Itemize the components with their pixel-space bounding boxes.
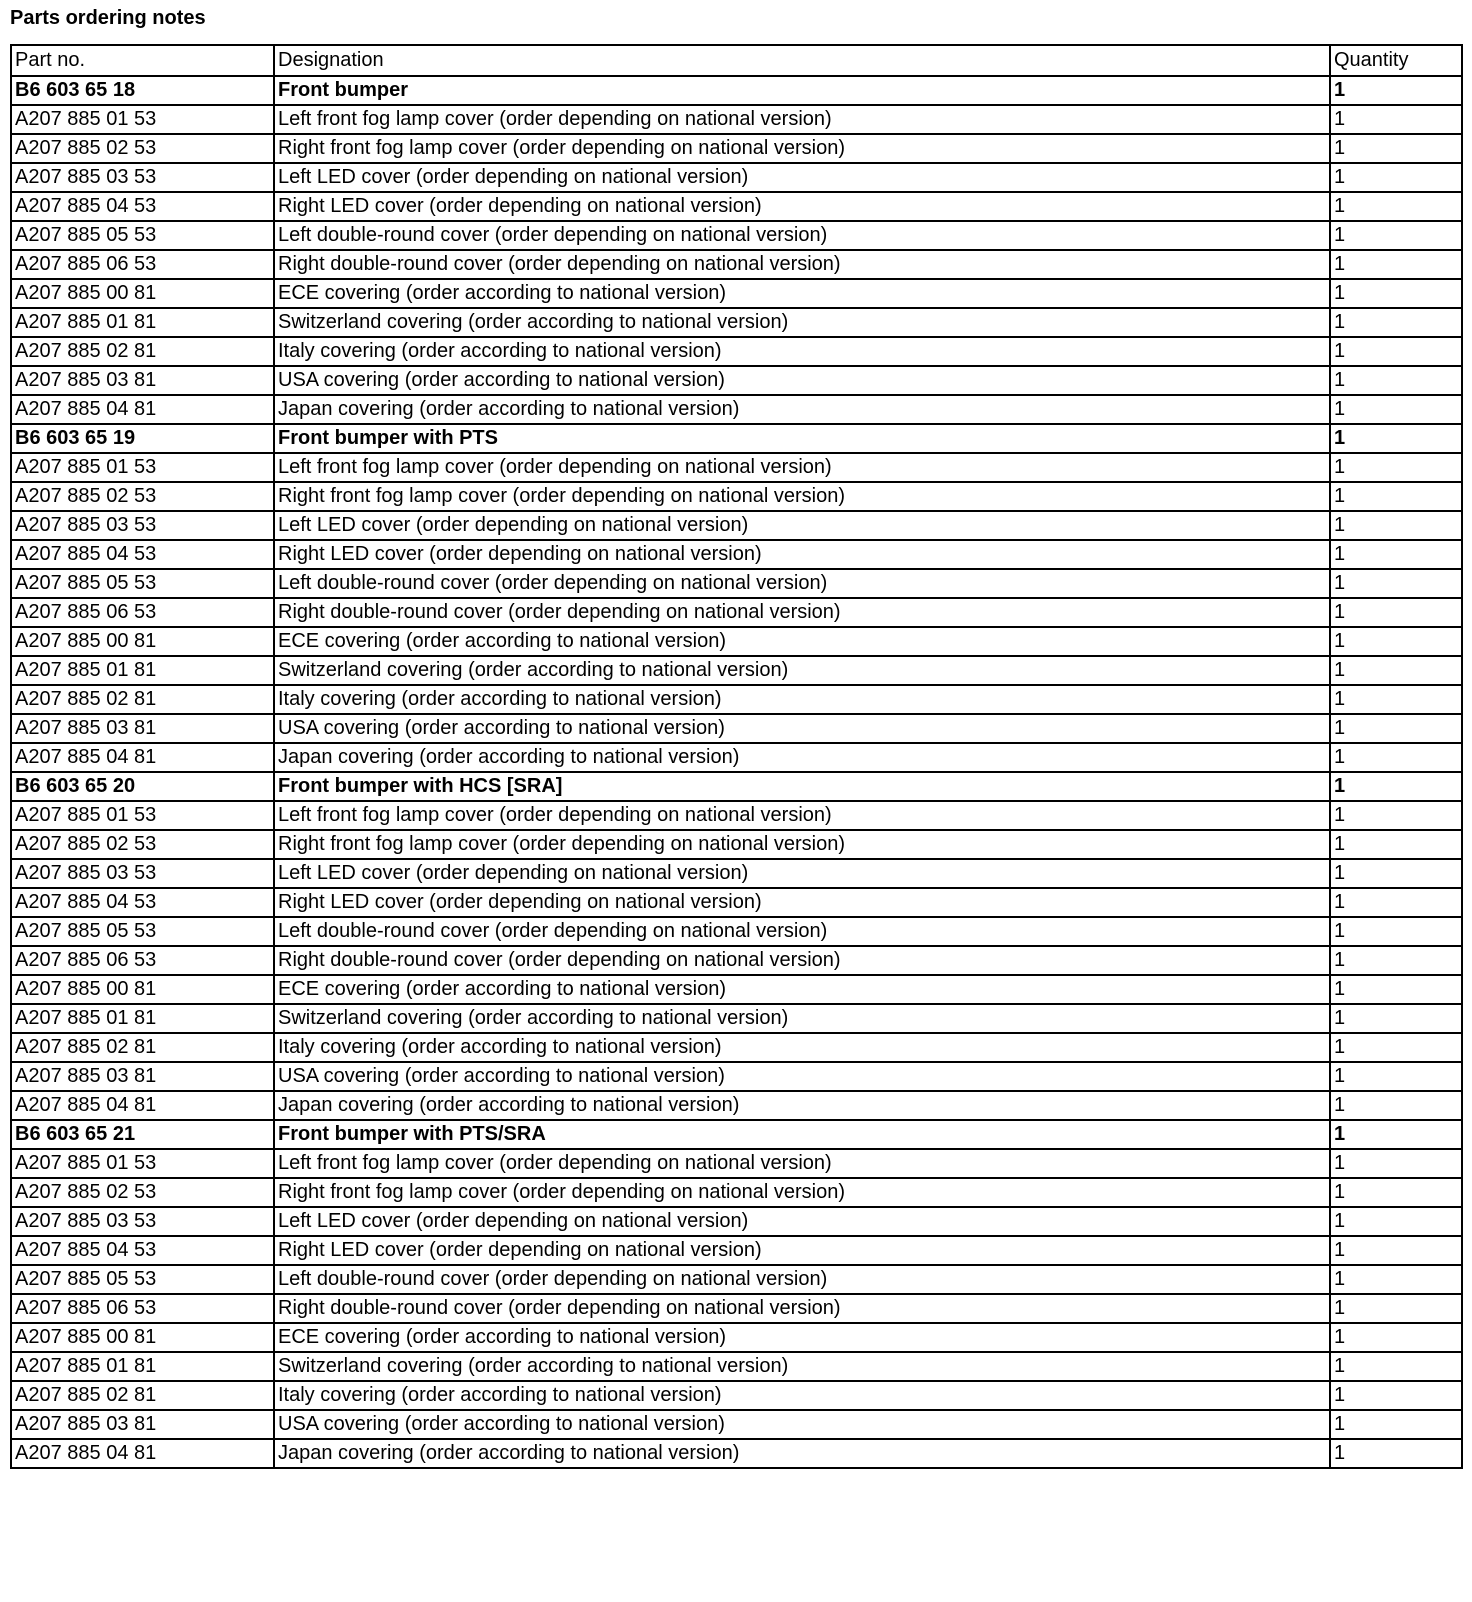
table-row bbox=[11, 1062, 1462, 1091]
designation-cell: Front bumper bbox=[274, 76, 1330, 105]
table-row bbox=[11, 1381, 1462, 1410]
designation-cell: Switzerland covering (order according to national version) bbox=[274, 1352, 1330, 1381]
quantity-cell: 1 bbox=[1330, 192, 1462, 221]
part-number-cell: A207 885 04 81 bbox=[11, 743, 274, 772]
quantity-cell: 1 bbox=[1330, 1149, 1462, 1178]
table-row bbox=[11, 192, 1462, 221]
quantity-cell: 1 bbox=[1330, 1207, 1462, 1236]
designation-cell: Left LED cover (order depending on national version) bbox=[274, 163, 1330, 192]
table-row bbox=[11, 917, 1462, 946]
part-number-cell: A207 885 03 53 bbox=[11, 859, 274, 888]
quantity-cell: 1 bbox=[1330, 134, 1462, 163]
designation-cell: Right double-round cover (order depending on national version) bbox=[274, 598, 1330, 627]
column-header-part-no: Part no. bbox=[11, 45, 274, 76]
table-group-row bbox=[11, 772, 1462, 801]
table-row bbox=[11, 1352, 1462, 1381]
table-row bbox=[11, 337, 1462, 366]
table-row bbox=[11, 1207, 1462, 1236]
designation-cell: Japan covering (order according to national version) bbox=[274, 743, 1330, 772]
quantity-cell: 1 bbox=[1330, 714, 1462, 743]
part-number-cell: A207 885 05 53 bbox=[11, 221, 274, 250]
part-number-cell: B6 603 65 18 bbox=[11, 76, 274, 105]
quantity-cell: 1 bbox=[1330, 1323, 1462, 1352]
quantity-cell: 1 bbox=[1330, 946, 1462, 975]
part-number-cell: A207 885 01 53 bbox=[11, 105, 274, 134]
table-row bbox=[11, 134, 1462, 163]
part-number-cell: A207 885 04 53 bbox=[11, 1236, 274, 1265]
quantity-cell: 1 bbox=[1330, 424, 1462, 453]
table-row bbox=[11, 279, 1462, 308]
quantity-cell: 1 bbox=[1330, 279, 1462, 308]
designation-cell: Right front fog lamp cover (order depending on national version) bbox=[274, 830, 1330, 859]
quantity-cell: 1 bbox=[1330, 685, 1462, 714]
part-number-cell: A207 885 01 81 bbox=[11, 656, 274, 685]
designation-cell: Italy covering (order according to national version) bbox=[274, 685, 1330, 714]
designation-cell: Left LED cover (order depending on national version) bbox=[274, 511, 1330, 540]
designation-cell: Left LED cover (order depending on national version) bbox=[274, 1207, 1330, 1236]
quantity-cell: 1 bbox=[1330, 656, 1462, 685]
designation-cell: Right double-round cover (order depending on national version) bbox=[274, 250, 1330, 279]
table-header-row bbox=[11, 45, 1462, 76]
part-number-cell: A207 885 06 53 bbox=[11, 946, 274, 975]
part-number-cell: A207 885 01 81 bbox=[11, 308, 274, 337]
table-group-row bbox=[11, 1120, 1462, 1149]
designation-cell: Front bumper with HCS [SRA] bbox=[274, 772, 1330, 801]
designation-cell: ECE covering (order according to national version) bbox=[274, 1323, 1330, 1352]
quantity-cell: 1 bbox=[1330, 337, 1462, 366]
designation-cell: Right double-round cover (order depending on national version) bbox=[274, 946, 1330, 975]
table-row bbox=[11, 1091, 1462, 1120]
table-row bbox=[11, 221, 1462, 250]
quantity-cell: 1 bbox=[1330, 308, 1462, 337]
quantity-cell: 1 bbox=[1330, 830, 1462, 859]
quantity-cell: 1 bbox=[1330, 366, 1462, 395]
designation-cell: Right LED cover (order depending on national version) bbox=[274, 888, 1330, 917]
part-number-cell: A207 885 01 53 bbox=[11, 453, 274, 482]
quantity-cell: 1 bbox=[1330, 598, 1462, 627]
table-row bbox=[11, 946, 1462, 975]
quantity-cell: 1 bbox=[1330, 1439, 1462, 1468]
quantity-cell: 1 bbox=[1330, 482, 1462, 511]
designation-cell: Right front fog lamp cover (order depending on national version) bbox=[274, 482, 1330, 511]
quantity-cell: 1 bbox=[1330, 76, 1462, 105]
quantity-cell: 1 bbox=[1330, 250, 1462, 279]
quantity-cell: 1 bbox=[1330, 917, 1462, 946]
designation-cell: Left double-round cover (order depending on national version) bbox=[274, 1265, 1330, 1294]
table-row bbox=[11, 627, 1462, 656]
table-row bbox=[11, 801, 1462, 830]
quantity-cell: 1 bbox=[1330, 1120, 1462, 1149]
designation-cell: Left front fog lamp cover (order depending on national version) bbox=[274, 1149, 1330, 1178]
parts-table bbox=[10, 44, 1463, 1469]
part-number-cell: A207 885 00 81 bbox=[11, 975, 274, 1004]
part-number-cell: A207 885 04 81 bbox=[11, 1091, 274, 1120]
part-number-cell: A207 885 01 81 bbox=[11, 1352, 274, 1381]
table-row bbox=[11, 250, 1462, 279]
table-row bbox=[11, 743, 1462, 772]
quantity-cell: 1 bbox=[1330, 1004, 1462, 1033]
part-number-cell: A207 885 04 53 bbox=[11, 540, 274, 569]
designation-cell: Left double-round cover (order depending on national version) bbox=[274, 221, 1330, 250]
designation-cell: Front bumper with PTS/SRA bbox=[274, 1120, 1330, 1149]
part-number-cell: A207 885 03 81 bbox=[11, 1062, 274, 1091]
quantity-cell: 1 bbox=[1330, 1178, 1462, 1207]
designation-cell: USA covering (order according to national version) bbox=[274, 1410, 1330, 1439]
designation-cell: Japan covering (order according to national version) bbox=[274, 1091, 1330, 1120]
part-number-cell: A207 885 02 53 bbox=[11, 830, 274, 859]
quantity-cell: 1 bbox=[1330, 627, 1462, 656]
quantity-cell: 1 bbox=[1330, 1294, 1462, 1323]
table-row bbox=[11, 395, 1462, 424]
table-row bbox=[11, 1294, 1462, 1323]
table-row bbox=[11, 1323, 1462, 1352]
table-row bbox=[11, 482, 1462, 511]
part-number-cell: A207 885 02 53 bbox=[11, 1178, 274, 1207]
designation-cell: Right LED cover (order depending on national version) bbox=[274, 192, 1330, 221]
quantity-cell: 1 bbox=[1330, 1352, 1462, 1381]
table-row bbox=[11, 1033, 1462, 1062]
part-number-cell: A207 885 04 53 bbox=[11, 192, 274, 221]
designation-cell: Left LED cover (order depending on national version) bbox=[274, 859, 1330, 888]
designation-cell: ECE covering (order according to national version) bbox=[274, 975, 1330, 1004]
quantity-cell: 1 bbox=[1330, 105, 1462, 134]
part-number-cell: A207 885 03 81 bbox=[11, 714, 274, 743]
part-number-cell: A207 885 02 81 bbox=[11, 685, 274, 714]
designation-cell: USA covering (order according to national version) bbox=[274, 366, 1330, 395]
designation-cell: Italy covering (order according to national version) bbox=[274, 1033, 1330, 1062]
table-group-row bbox=[11, 76, 1462, 105]
table-row bbox=[11, 453, 1462, 482]
quantity-cell: 1 bbox=[1330, 1265, 1462, 1294]
quantity-cell: 1 bbox=[1330, 1410, 1462, 1439]
designation-cell: ECE covering (order according to national version) bbox=[274, 627, 1330, 656]
designation-cell: Switzerland covering (order according to national version) bbox=[274, 1004, 1330, 1033]
table-row bbox=[11, 163, 1462, 192]
table-row bbox=[11, 685, 1462, 714]
table-row bbox=[11, 540, 1462, 569]
designation-cell: Left double-round cover (order depending on national version) bbox=[274, 569, 1330, 598]
table-group-row bbox=[11, 424, 1462, 453]
designation-cell: Right front fog lamp cover (order depending on national version) bbox=[274, 1178, 1330, 1207]
part-number-cell: A207 885 01 81 bbox=[11, 1004, 274, 1033]
table-row bbox=[11, 1410, 1462, 1439]
part-number-cell: A207 885 01 53 bbox=[11, 801, 274, 830]
designation-cell: Right front fog lamp cover (order depending on national version) bbox=[274, 134, 1330, 163]
part-number-cell: A207 885 03 81 bbox=[11, 366, 274, 395]
page-title: Parts ordering notes bbox=[10, 7, 206, 29]
table-row bbox=[11, 1236, 1462, 1265]
table-row bbox=[11, 569, 1462, 598]
table-row bbox=[11, 1265, 1462, 1294]
table-row bbox=[11, 1178, 1462, 1207]
designation-cell: Switzerland covering (order according to national version) bbox=[274, 308, 1330, 337]
part-number-cell: A207 885 01 53 bbox=[11, 1149, 274, 1178]
table-row bbox=[11, 830, 1462, 859]
quantity-cell: 1 bbox=[1330, 975, 1462, 1004]
part-number-cell: A207 885 06 53 bbox=[11, 1294, 274, 1323]
part-number-cell: A207 885 02 81 bbox=[11, 337, 274, 366]
designation-cell: Italy covering (order according to national version) bbox=[274, 337, 1330, 366]
designation-cell: Left double-round cover (order depending on national version) bbox=[274, 917, 1330, 946]
column-header-quantity: Quantity bbox=[1330, 45, 1462, 76]
quantity-cell: 1 bbox=[1330, 163, 1462, 192]
designation-cell: Italy covering (order according to national version) bbox=[274, 1381, 1330, 1410]
part-number-cell: B6 603 65 19 bbox=[11, 424, 274, 453]
quantity-cell: 1 bbox=[1330, 1236, 1462, 1265]
table-row bbox=[11, 888, 1462, 917]
designation-cell: Left front fog lamp cover (order depending on national version) bbox=[274, 453, 1330, 482]
quantity-cell: 1 bbox=[1330, 888, 1462, 917]
quantity-cell: 1 bbox=[1330, 1381, 1462, 1410]
part-number-cell: A207 885 05 53 bbox=[11, 569, 274, 598]
part-number-cell: A207 885 02 81 bbox=[11, 1381, 274, 1410]
table-body bbox=[11, 76, 1462, 1468]
table-row bbox=[11, 859, 1462, 888]
table-row bbox=[11, 511, 1462, 540]
part-number-cell: A207 885 00 81 bbox=[11, 627, 274, 656]
part-number-cell: A207 885 03 53 bbox=[11, 1207, 274, 1236]
part-number-cell: A207 885 03 53 bbox=[11, 163, 274, 192]
designation-cell: Right double-round cover (order depending on national version) bbox=[274, 1294, 1330, 1323]
part-number-cell: B6 603 65 20 bbox=[11, 772, 274, 801]
part-number-cell: A207 885 00 81 bbox=[11, 1323, 274, 1352]
part-number-cell: A207 885 04 81 bbox=[11, 1439, 274, 1468]
part-number-cell: A207 885 04 53 bbox=[11, 888, 274, 917]
part-number-cell: A207 885 05 53 bbox=[11, 1265, 274, 1294]
table-row bbox=[11, 1149, 1462, 1178]
designation-cell: Japan covering (order according to national version) bbox=[274, 395, 1330, 424]
table-row bbox=[11, 975, 1462, 1004]
quantity-cell: 1 bbox=[1330, 859, 1462, 888]
designation-cell: Right LED cover (order depending on national version) bbox=[274, 1236, 1330, 1265]
quantity-cell: 1 bbox=[1330, 453, 1462, 482]
part-number-cell: A207 885 00 81 bbox=[11, 279, 274, 308]
quantity-cell: 1 bbox=[1330, 772, 1462, 801]
table-row bbox=[11, 366, 1462, 395]
table-row bbox=[11, 656, 1462, 685]
quantity-cell: 1 bbox=[1330, 395, 1462, 424]
table-row bbox=[11, 1439, 1462, 1468]
quantity-cell: 1 bbox=[1330, 801, 1462, 830]
designation-cell: USA covering (order according to national version) bbox=[274, 1062, 1330, 1091]
quantity-cell: 1 bbox=[1330, 221, 1462, 250]
quantity-cell: 1 bbox=[1330, 743, 1462, 772]
table-row bbox=[11, 714, 1462, 743]
part-number-cell: A207 885 02 53 bbox=[11, 482, 274, 511]
quantity-cell: 1 bbox=[1330, 1033, 1462, 1062]
quantity-cell: 1 bbox=[1330, 1062, 1462, 1091]
table-row bbox=[11, 308, 1462, 337]
designation-cell: Right LED cover (order depending on national version) bbox=[274, 540, 1330, 569]
part-number-cell: B6 603 65 21 bbox=[11, 1120, 274, 1149]
table-row bbox=[11, 598, 1462, 627]
designation-cell: Left front fog lamp cover (order depending on national version) bbox=[274, 801, 1330, 830]
part-number-cell: A207 885 02 81 bbox=[11, 1033, 274, 1062]
designation-cell: Switzerland covering (order according to national version) bbox=[274, 656, 1330, 685]
designation-cell: ECE covering (order according to national version) bbox=[274, 279, 1330, 308]
part-number-cell: A207 885 03 53 bbox=[11, 511, 274, 540]
quantity-cell: 1 bbox=[1330, 1091, 1462, 1120]
part-number-cell: A207 885 04 81 bbox=[11, 395, 274, 424]
part-number-cell: A207 885 06 53 bbox=[11, 250, 274, 279]
quantity-cell: 1 bbox=[1330, 569, 1462, 598]
designation-cell: Japan covering (order according to national version) bbox=[274, 1439, 1330, 1468]
part-number-cell: A207 885 03 81 bbox=[11, 1410, 274, 1439]
column-header-designation: Designation bbox=[274, 45, 1330, 76]
part-number-cell: A207 885 02 53 bbox=[11, 134, 274, 163]
designation-cell: Left front fog lamp cover (order depending on national version) bbox=[274, 105, 1330, 134]
quantity-cell: 1 bbox=[1330, 540, 1462, 569]
part-number-cell: A207 885 06 53 bbox=[11, 598, 274, 627]
designation-cell: USA covering (order according to national version) bbox=[274, 714, 1330, 743]
quantity-cell: 1 bbox=[1330, 511, 1462, 540]
table-row bbox=[11, 1004, 1462, 1033]
part-number-cell: A207 885 05 53 bbox=[11, 917, 274, 946]
designation-cell: Front bumper with PTS bbox=[274, 424, 1330, 453]
table-row bbox=[11, 105, 1462, 134]
